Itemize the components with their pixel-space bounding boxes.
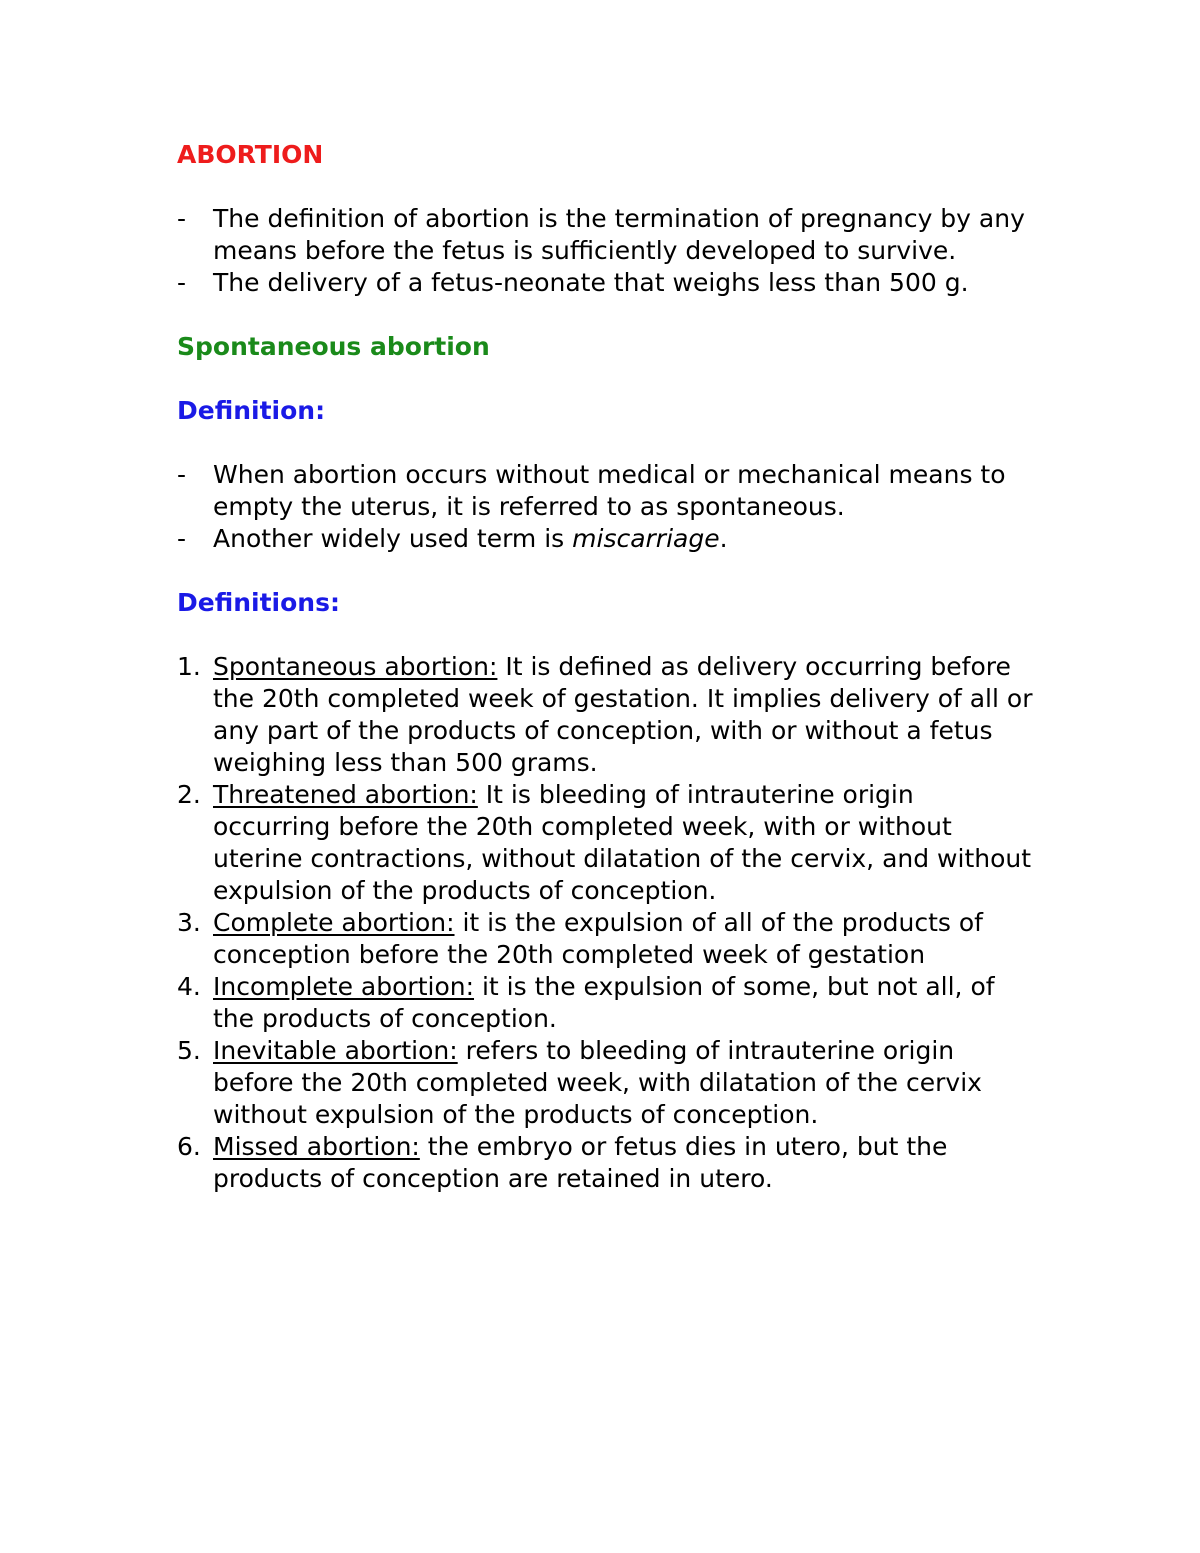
- spacer: [177, 171, 1037, 203]
- list-number: 2.: [177, 780, 201, 809]
- list-item-text: When abortion occurs without medical or mechanical means to empty the uterus, it is referred to as spontaneous.: [213, 460, 1006, 521]
- list-item: [177, 1131, 1037, 1195]
- dash-marker: -: [177, 524, 187, 553]
- definition-term: Incomplete abortion:: [213, 972, 475, 1001]
- list-item: [177, 523, 1037, 555]
- list-item: [177, 1035, 1037, 1131]
- spacer: [177, 555, 1037, 587]
- intro-list: [177, 203, 1037, 299]
- definition-text: refers to bleeding of intrauterine origin before the 20th completed week, with dilatation of the cervix without expulsion of the products of conception.: [213, 1036, 982, 1129]
- document-body: [177, 139, 1037, 1195]
- list-item: [177, 907, 1037, 971]
- list-number: 4.: [177, 972, 201, 1001]
- spacer: [177, 299, 1037, 331]
- definition-list: [177, 459, 1037, 555]
- definition-text: it is the expulsion of some, but not all, of the products of conception.: [213, 972, 995, 1033]
- definition-text: It is defined as delivery occurring before the 20th completed week of gestation. It implies delivery of all or any part of the products of conception, with or without a fetus weighing less than 500 grams.: [213, 652, 1033, 777]
- definitions-heading: Definitions:: [177, 588, 340, 617]
- list-number: 6.: [177, 1132, 201, 1161]
- list-item-text-prefix: Another widely used term is: [213, 524, 573, 553]
- spacer: [177, 619, 1037, 651]
- list-number: 1.: [177, 652, 201, 681]
- list-number: 5.: [177, 1036, 201, 1065]
- definitions-list: [177, 651, 1037, 1195]
- section-title: Spontaneous abortion: [177, 332, 490, 361]
- list-item: [177, 971, 1037, 1035]
- list-item-text: The definition of abortion is the termination of pregnancy by any means before the fetus is sufficiently developed to survive.: [213, 204, 1025, 265]
- definition-term: Threatened abortion:: [213, 780, 478, 809]
- definition-term: Spontaneous abortion:: [213, 652, 498, 681]
- definition-text: the embryo or fetus dies in utero, but the products of conception are retained in utero.: [213, 1132, 948, 1193]
- list-item: [177, 203, 1037, 267]
- definition-term: Inevitable abortion:: [213, 1036, 458, 1065]
- definition-text: It is bleeding of intrauterine origin occurring before the 20th completed week, with or without uterine contractions, without dilatation of the cervix, and without expulsion of the products of conception.: [213, 780, 1032, 905]
- definition-text: it is the expulsion of all of the products of conception before the 20th completed week of gestation: [213, 908, 983, 969]
- list-number: 3.: [177, 908, 201, 937]
- list-item: [177, 651, 1037, 779]
- spacer: [177, 363, 1037, 395]
- dash-marker: -: [177, 268, 187, 297]
- definition-term: Complete abortion:: [213, 908, 455, 937]
- spacer: [177, 427, 1037, 459]
- definition-heading: Definition:: [177, 396, 326, 425]
- dash-marker: -: [177, 204, 187, 233]
- list-item-text-suffix: .: [719, 524, 728, 553]
- list-item: [177, 267, 1037, 299]
- document-title: ABORTION: [177, 140, 324, 169]
- list-item: [177, 779, 1037, 907]
- list-item-text: The delivery of a fetus-neonate that weighs less than 500 g.: [213, 268, 969, 297]
- dash-marker: -: [177, 460, 187, 489]
- list-item: [177, 459, 1037, 523]
- definition-term: Missed abortion:: [213, 1132, 420, 1161]
- miscarriage-term: miscarriage: [572, 524, 720, 553]
